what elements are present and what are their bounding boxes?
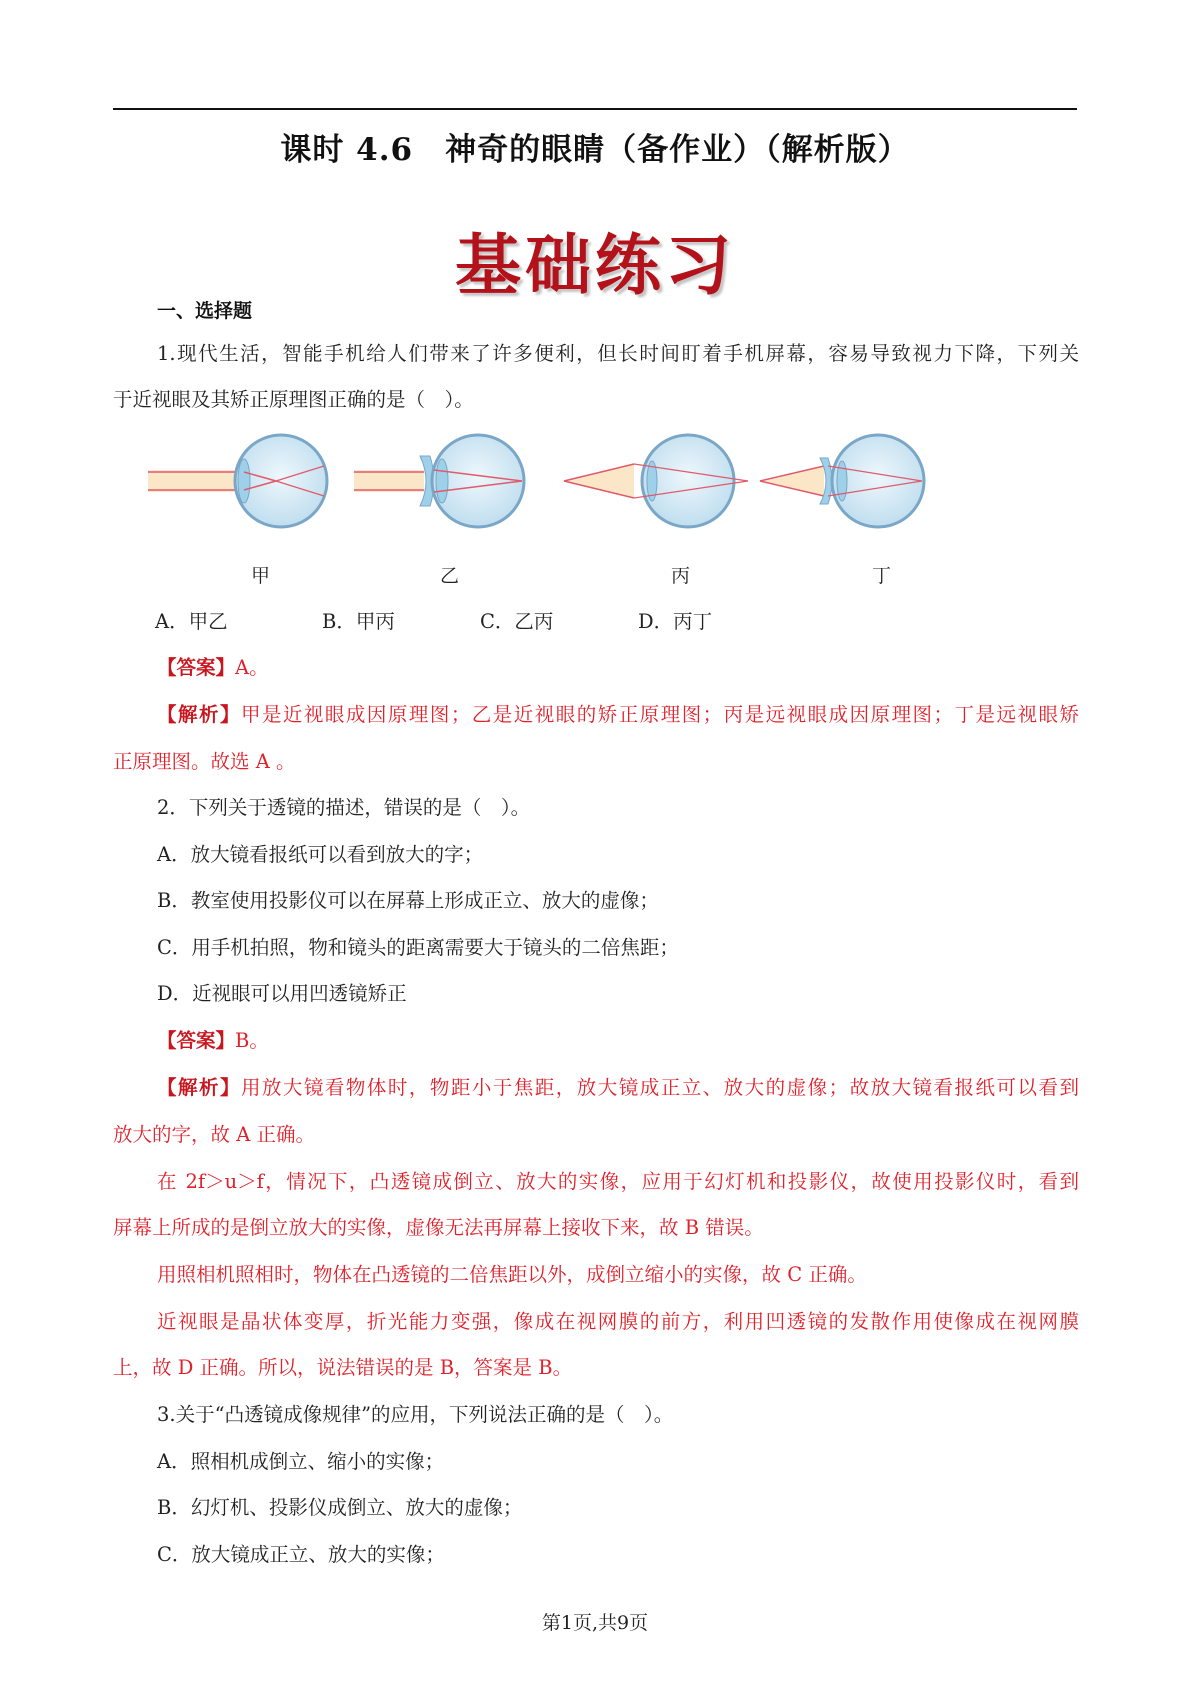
q3-option-b: B．幻灯机、投影仪成倒立、放大的虚像； <box>157 1496 523 1519</box>
eye-diagram-jia <box>148 435 327 527</box>
figure-caption-ding: 丁 <box>872 565 892 587</box>
q2-analysis-line1 <box>157 1074 1079 1102</box>
q2-stem: 2．下列关于透镜的描述，错误的是（ ）。 <box>157 796 531 819</box>
analysis-label: 【解析】 <box>157 703 241 726</box>
q3-option-a: A．照相机成倒立、缩小的实像； <box>157 1450 445 1473</box>
eye-diagram-yi <box>354 435 524 527</box>
page-title: 课时 4.6 神奇的眼睛（备作业）（解析版） <box>280 132 910 168</box>
answer-value: B。 <box>235 1029 269 1052</box>
q1-stem-line2: 于近视眼及其矫正原理图正确的是（ ）。 <box>113 388 474 411</box>
q1-analysis-line1 <box>157 701 1079 729</box>
q2-option-b: B．教室使用投影仪可以在屏幕上形成正立、放大的虚像； <box>157 889 659 912</box>
q3-stem: 3.关于“凸透镜成像规律”的应用，下列说法正确的是（ ）。 <box>157 1403 674 1426</box>
q1-answer <box>157 654 1123 682</box>
eye-diagrams-figure <box>148 428 958 538</box>
q2-option-a: A．放大镜看报纸可以看到放大的字； <box>157 843 484 866</box>
q1-analysis-line2: 正原理图。故选 A 。 <box>113 750 296 773</box>
answer-value: A。 <box>235 656 269 679</box>
figure-caption-bing: 丙 <box>671 565 691 587</box>
q2-analysis-line2: 放大的字，故 A 正确。 <box>113 1123 315 1146</box>
q3-option-c: C．放大镜成正立、放大的实像； <box>157 1543 445 1566</box>
section-heading: 一、选择题 <box>157 300 253 322</box>
section-banner: 基础练习 <box>455 226 735 304</box>
analysis-text: 用放大镜看物体时，物距小于焦距，放大镜成正立、放大的虚像；故放大镜看报纸可以看到 <box>240 1076 1079 1099</box>
answer-label: 【答案】 <box>157 1029 236 1052</box>
eye-diagram-bing <box>564 435 748 527</box>
header-rule <box>113 108 1077 110</box>
q2-analysis-line7: 上，故 D 正确。所以，说法错误的是 B，答案是 B。 <box>113 1356 573 1379</box>
q2-answer <box>157 1027 1123 1055</box>
q2-analysis-line4: 屏幕上所成的是倒立放大的实像，虚像无法再屏幕上接收下来，故 B 错误。 <box>113 1216 764 1239</box>
q1-stem-line1: 1.现代生活，智能手机给人们带来了许多便利，但长时间盯着手机屏幕，容易导致视力下降，下列关 <box>157 342 1079 365</box>
answer-label: 【答案】 <box>157 656 236 679</box>
q1-option-a: A．甲乙 <box>155 610 228 633</box>
analysis-label: 【解析】 <box>157 1076 241 1099</box>
figure-caption-yi: 乙 <box>440 565 460 587</box>
figure-caption-jia: 甲 <box>251 565 271 587</box>
q1-option-d: D．丙丁 <box>638 610 713 633</box>
q2-analysis-line5: 用照相机照相时，物体在凸透镜的二倍焦距以外，成倒立缩小的实像，故 C 正确。 <box>157 1263 867 1286</box>
eye-diagram-ding <box>760 435 924 527</box>
q1-option-c: C．乙丙 <box>480 610 554 633</box>
analysis-text: 甲是近视眼成因原理图；乙是近视眼的矫正原理图；丙是远视眼成因原理图；丁是远视眼矫 <box>240 703 1079 726</box>
q2-option-c: C．用手机拍照，物和镜头的距离需要大于镜头的二倍焦距； <box>157 936 679 959</box>
q2-option-d: D．近视眼可以用凹透镜矫正 <box>157 982 407 1005</box>
q2-analysis-line3: 在 2f＞u＞f，情况下，凸透镜成倒立、放大的实像，应用于幻灯机和投影仪，故使用投影仪时，看到 <box>157 1170 1079 1193</box>
page-number: 第1页,共9页 <box>541 1612 649 1634</box>
q1-option-b: B．甲丙 <box>322 610 395 633</box>
q2-analysis-line6: 近视眼是晶状体变厚，折光能力变强，像成在视网膜的前方，利用凹透镜的发散作用使像成在视网膜 <box>157 1310 1079 1333</box>
